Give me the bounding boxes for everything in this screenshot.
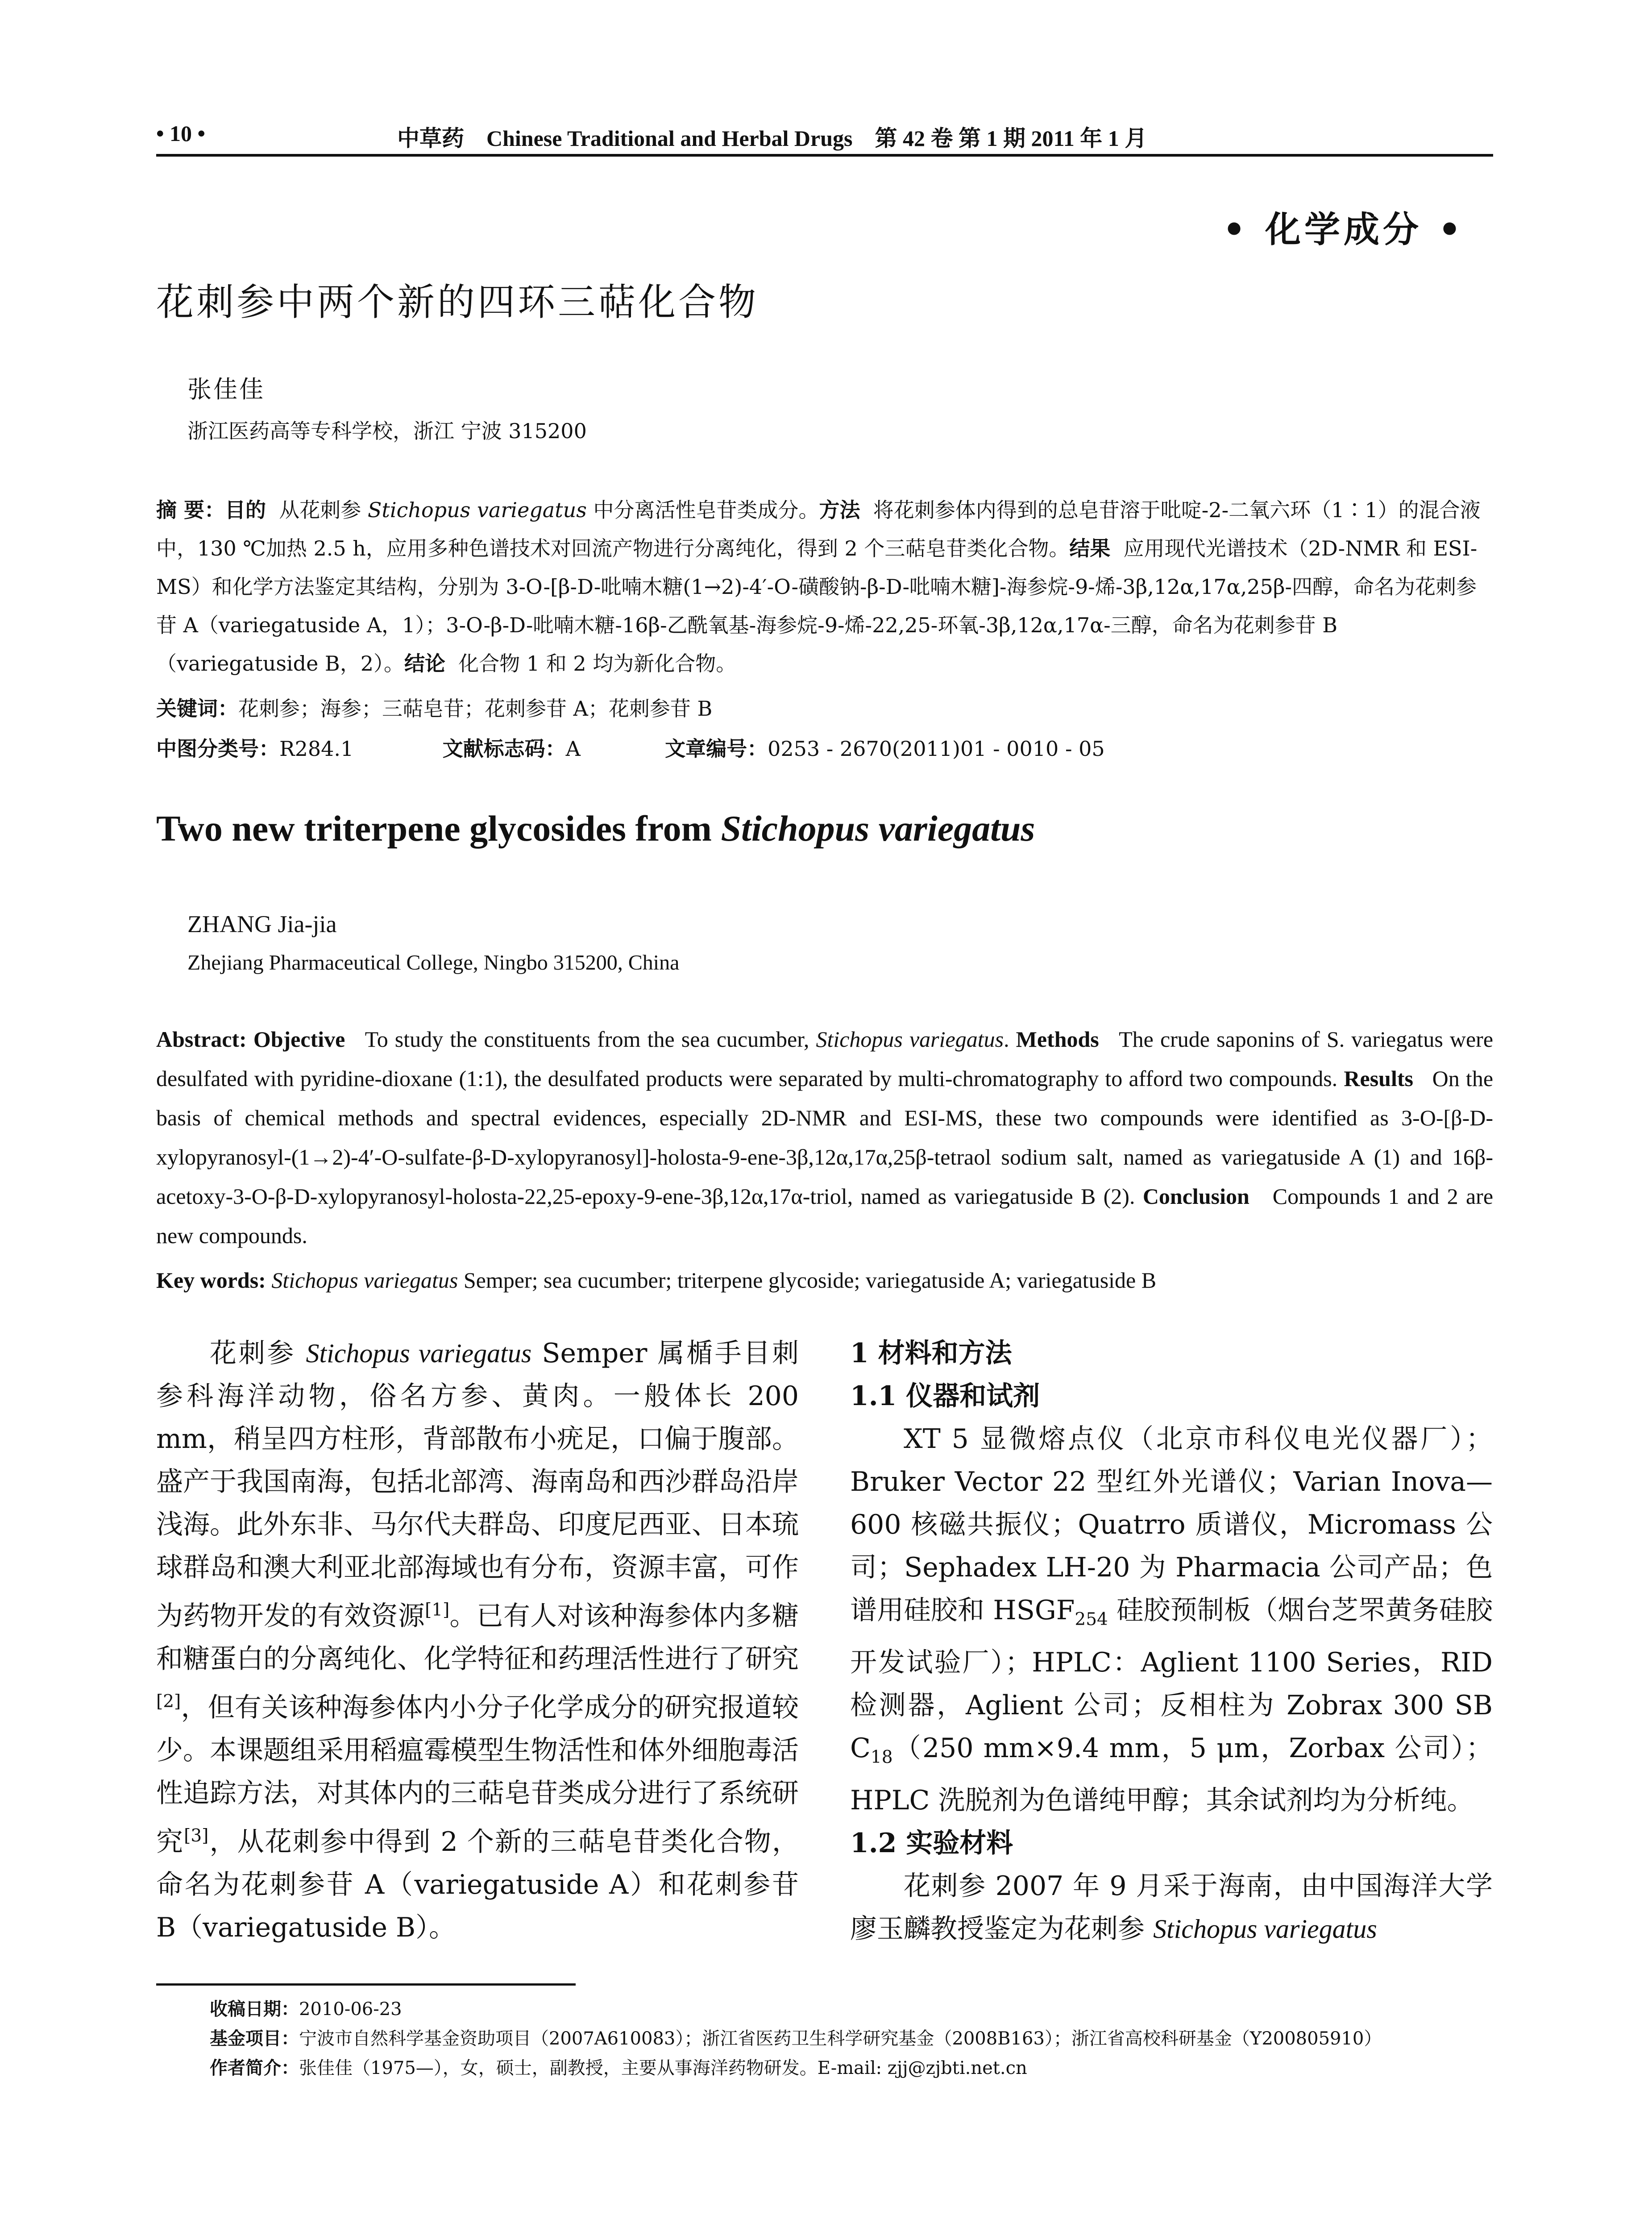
cn-keywords-text: 花刺参；海参；三萜皂苷；花刺参苷 A；花刺参苷 B bbox=[238, 697, 713, 721]
section-heading-1-1: 1.1 仪器和试剂 bbox=[850, 1381, 1040, 1412]
doc-code-label: 文献标志码： bbox=[442, 737, 566, 761]
footnote-fund bbox=[210, 2024, 1504, 2053]
ref-2: [2] bbox=[156, 1692, 181, 1712]
instruments-text-c: （250 mm×9.4 mm，5 μm，Zorbax 公司）；HPLC 洗脱剂为色谱纯甲醇；其余试剂均为分析纯。 bbox=[850, 1733, 1493, 1816]
cn-method-label: 方法 bbox=[819, 498, 860, 522]
article-id-label: 文章编号： bbox=[665, 737, 768, 761]
cn-conclusion-label: 结论 bbox=[404, 651, 445, 676]
cn-result-label: 结果 bbox=[1069, 536, 1111, 560]
issue-info: 第 42 卷 第 1 期 2011 年 1 月 bbox=[875, 126, 1147, 151]
journal-line bbox=[397, 120, 1147, 153]
footnote-rule bbox=[156, 1983, 576, 1986]
doc-code-value: A bbox=[565, 737, 581, 761]
class-label: 中图分类号： bbox=[156, 737, 279, 761]
cn-classification bbox=[156, 730, 1493, 768]
page-number: • 10 • bbox=[156, 121, 206, 146]
intro-paragraph bbox=[156, 1332, 799, 1949]
en-objective-species: Stichopus variegatus bbox=[816, 1027, 1004, 1052]
instruments-text-b: 硅胶预制板（烟台芝罘黄务硅胶开发试验厂）；HPLC：Aglient 1100 Series，RID 检测器，Aglient 公司；反相柱为 Zobrax 300 SB C bbox=[850, 1595, 1493, 1764]
article-id-value: 0253 - 2670(2011)01 - 0010 - 05 bbox=[768, 737, 1105, 761]
en-conclusion-label: Conclusion bbox=[1142, 1184, 1249, 1209]
footnotes bbox=[210, 1995, 1504, 2083]
received-date: 2010-06-23 bbox=[299, 1999, 402, 2020]
en-title-text: Two new triterpene glycosides from bbox=[156, 808, 721, 849]
instruments-sub-18: 18 bbox=[870, 1747, 893, 1767]
en-keywords-species: Stichopus variegatus bbox=[271, 1268, 458, 1293]
ref-1: [1] bbox=[425, 1600, 450, 1620]
instruments-paragraph bbox=[850, 1418, 1493, 1822]
cn-objective-species: Stichopus variegatus bbox=[367, 498, 587, 522]
section-heading-1-2: 1.2 实验材料 bbox=[850, 1828, 1013, 1859]
author-bio-label: 作者简介： bbox=[210, 2057, 299, 2078]
materials-species: Stichopus variegatus bbox=[1153, 1914, 1377, 1944]
cn-keywords bbox=[156, 689, 1493, 728]
en-objective-text: To study the constituents from the sea cucumber, bbox=[365, 1027, 816, 1052]
cn-objective-label: 目的 bbox=[225, 498, 266, 522]
intro-pre: 花刺参 bbox=[210, 1338, 306, 1369]
cn-affiliation: 浙江医药高等专科学校，浙江 宁波 315200 bbox=[187, 419, 587, 443]
cn-keywords-label: 关键词： bbox=[156, 697, 238, 721]
instruments-text-a: XT 5 显微熔点仪（北京市科仪电光仪器厂）；Bruker Vector 22 型红外光谱仪；Varian Inova—600 核磁共振仪；Quatrro 质谱仪，Micromass 公司；Sephadex LH-20 为 Pharmacia 公司产品；色谱用硅胶和 HSGF bbox=[850, 1423, 1493, 1626]
en-results-label: Results bbox=[1344, 1066, 1413, 1091]
materials-text: 花刺参 2007 年 9 月采于海南，由中国海洋大学廖玉麟教授鉴定为花刺参 bbox=[850, 1870, 1493, 1945]
intro-text-2: 。已有人对该种海参体内多糖和糖蛋白的分离纯化、化学特征和药理活性进行了研究 bbox=[156, 1601, 799, 1675]
footnote-author bbox=[210, 2053, 1504, 2083]
intro-text-4: ，从花刺参中得到 2 个新的三萜皂苷类化合物，命名为花刺参苷 A（variegatuside A）和花刺参苷 B（variegatuside B）。 bbox=[156, 1826, 799, 1943]
cn-abstract-label: 摘 要： bbox=[156, 498, 225, 522]
cn-author: 张佳佳 bbox=[187, 375, 265, 403]
en-methods-text: The crude saponins of S. variegatus were desulfated with pyridine-dioxane (1:1), the desulfated products were separated by multi-chromatography to afford two compounds. bbox=[156, 1027, 1494, 1091]
en-keywords-label: Key words: bbox=[156, 1268, 266, 1293]
author-bio-text: 张佳佳（1975—），女，硕士，副教授，主要从事海洋药物研发。E-mail: zjj@zjbti.net.cn bbox=[299, 2058, 1027, 2078]
section-heading-1: 1 材料和方法 bbox=[850, 1338, 1012, 1369]
cn-objective-pre: 从花刺参 bbox=[279, 498, 368, 522]
footnote-received bbox=[210, 1995, 1504, 2024]
header-rule bbox=[156, 154, 1493, 157]
en-keywords-text: Semper; sea cucumber; triterpene glycoside; variegatuside A; variegatuside B bbox=[458, 1268, 1157, 1293]
cn-abstract bbox=[156, 491, 1493, 683]
body-left-column bbox=[156, 1332, 799, 1949]
section-tag: • 化学成分 • bbox=[1223, 208, 1465, 250]
en-abstract: Abstract: Objective To study the constituents from the sea cucumber, Stichopus variegatus. Methods The crude saponins of S. variegatus were desulfated with pyridine-dioxane (1:1), the desulfated products were separated by multi-chromatography to afford two compounds. Results On the basis of chemical methods and spectral evidences, especially 2D-NMR and ESI-MS, these two compounds were identified as 3-O-[β-D-xylopyranosyl-(1→2)-4′-O-sulfate-β-D-xylopyranosyl]-holosta-9-ene-3β,12α,17α,25β-tetraol sodium salt, named as variegatuside A (1) and 16β-acetoxy-3-O-β-D-xylopyranosyl-holosta-22,25-epoxy-9-ene-3β,12α,17α-triol, named as variegatuside B (2). Conclusion Compounds 1 and 2 are new compounds. bbox=[156, 1027, 1494, 1248]
journal-name-en: Chinese Traditional and Herbal Drugs bbox=[486, 126, 853, 151]
cn-method-text: 将花刺参体内得到的总皂苷溶于吡啶-2-二氧六环（1∶1）的混合液中，130 ℃加热 2.5 h，应用多种色谱技术对回流产物进行分离纯化，得到 2 个三萜皂苷类化合物。 bbox=[156, 498, 1481, 560]
intro-text-3: ，但有关该种海参体内小分子化学成分的研究报道较少。本课题组采用稻瘟霉模型生物活性和体外细胞毒活性追踪方法，对其体内的三萜皂苷类成分进行了系统研究 bbox=[156, 1692, 799, 1858]
class-value: R284.1 bbox=[279, 737, 354, 761]
en-title bbox=[156, 808, 1035, 850]
cn-title: 花刺参中两个新的四环三萜化合物 bbox=[156, 280, 759, 324]
intro-species: Stichopus variegatus bbox=[306, 1339, 532, 1368]
en-objective-label: Objective bbox=[253, 1027, 345, 1052]
en-affiliation: Zhejiang Pharmaceutical College, Ningbo 315200, China bbox=[187, 951, 680, 975]
en-author: ZHANG Jia-jia bbox=[187, 911, 337, 937]
en-conclusion-text: Compounds 1 and 2 are new compounds. bbox=[156, 1184, 1494, 1248]
received-label: 收稿日期： bbox=[210, 1999, 299, 2020]
cn-conclusion-text: 化合物 1 和 2 均为新化合物。 bbox=[458, 651, 737, 676]
intro-text-1: Semper 属楯手目刺参科海洋动物，俗名方参、黄肉。一般体长 200 mm，稍呈四方柱形，背部散布小疣足，口偏于腹部。盛产于我国南海，包括北部湾、海南岛和西沙群岛沿岸浅海。此外东非、马尔代夫群岛、印度尼西亚、日本琉球群岛和澳大利亚北部海域也有分布，资源丰富，可作为药物开发的有效资源 bbox=[156, 1338, 799, 1632]
running-header bbox=[156, 120, 1493, 156]
en-keywords bbox=[156, 1267, 1493, 1293]
fund-label: 基金项目： bbox=[210, 2028, 299, 2049]
journal-name-cn: 中草药 bbox=[397, 126, 464, 151]
instruments-sub-254: 254 bbox=[1075, 1609, 1108, 1630]
body-right-column bbox=[850, 1332, 1493, 1950]
fund-text: 宁波市自然科学基金资助项目（2007A610083）；浙江省医药卫生科学研究基金（2008B163）；浙江省高校科研基金（Y200805910） bbox=[299, 2028, 1382, 2049]
cn-objective-post: 中分离活性皂苷类成分。 bbox=[586, 498, 819, 522]
materials-paragraph bbox=[850, 1865, 1493, 1950]
en-title-species: Stichopus variegatus bbox=[721, 808, 1035, 849]
en-methods-label: Methods bbox=[1016, 1027, 1099, 1052]
en-results-text: On the basis of chemical methods and spectral evidences, especially 2D-NMR and ESI-MS, these two compounds were identified as 3-O-[β-D-xylopyranosyl-(1→2)-4′-O-sulfate-β-D-xylopyranosyl]-holosta-9-ene-3β,12α,17α,25β-tetraol sodium salt, named as variegatuside A (1) and 16β-acetoxy-3-O-β-D-xylopyranosyl-holosta-22,25-epoxy-9-ene-3β,12α,17α-triol, named as variegatuside B (2). bbox=[156, 1066, 1494, 1209]
ref-3: [3] bbox=[184, 1826, 209, 1846]
cn-result-text: 应用现代光谱技术（2D-NMR 和 ESI-MS）和化学方法鉴定其结构，分别为 3-O-[β-D-吡喃木糖(1→2)-4′-O-磺酸钠-β-D-吡喃木糖]-海参烷-9-烯-3β,12α,17α,25β-四醇，命名为花刺参苷 A（variegatuside A，1）；3-O-β-D-吡喃木糖-16β-乙酰氧基-海参烷-9-烯-22,25-环氧-3β,12α,17α-三醇，命名为花刺参苷 B（variegatuside B，2）。 bbox=[156, 536, 1478, 676]
en-abstract-label: Abstract: bbox=[156, 1027, 247, 1052]
